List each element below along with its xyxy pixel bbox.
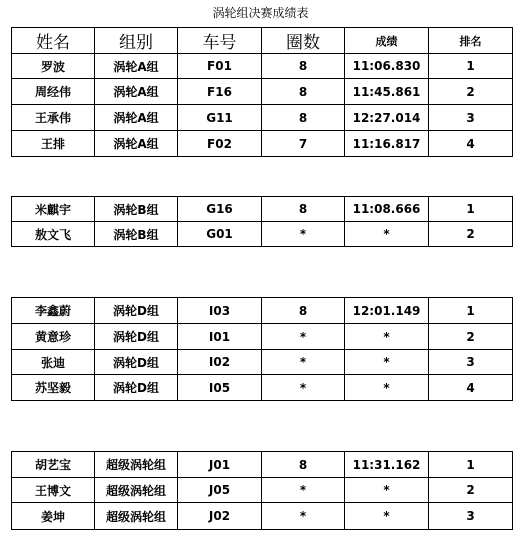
cell-group: 超级涡轮组 [95,503,178,530]
cell-laps: 8 [262,79,345,105]
cell-car-number: F02 [178,131,262,157]
cell-name: 胡艺宝 [12,452,95,478]
cell-laps: 8 [262,298,345,324]
cell-laps: * [262,324,345,350]
cell-rank: 4 [429,375,513,401]
results-table-super-turbo [11,451,513,530]
cell-car-number: I01 [178,324,262,350]
cell-result: 11:06.830 [345,54,429,79]
header-name: 姓名 [12,28,95,54]
cell-rank: 2 [429,478,513,503]
cell-group: 涡轮D组 [95,324,178,350]
cell-rank: 3 [429,105,513,131]
results-table-turbo-a [11,27,513,157]
cell-result: 12:27.014 [345,105,429,131]
cell-car-number: I03 [178,298,262,324]
header-laps: 圈数 [262,28,345,54]
cell-car-number: G16 [178,197,262,222]
cell-result: * [345,222,429,247]
cell-group: 涡轮D组 [95,375,178,401]
cell-result: * [345,478,429,503]
table-row [12,375,513,401]
header-group: 组别 [95,28,178,54]
cell-result: 11:08.666 [345,197,429,222]
header-result: 成绩 [345,28,429,54]
cell-group: 涡轮B组 [95,197,178,222]
cell-laps: * [262,375,345,401]
cell-result: * [345,350,429,375]
table-row [12,79,513,105]
cell-group: 涡轮A组 [95,105,178,131]
cell-car-number: F01 [178,54,262,79]
cell-name: 姜坤 [12,503,95,530]
cell-rank: 1 [429,452,513,478]
cell-laps: * [262,503,345,530]
cell-laps: 8 [262,452,345,478]
results-table-turbo-d [11,297,513,401]
table-row [12,197,513,222]
cell-car-number: F16 [178,79,262,105]
cell-car-number: J02 [178,503,262,530]
cell-group: 超级涡轮组 [95,478,178,503]
header-rank: 排名 [429,28,513,54]
cell-group: 涡轮A组 [95,54,178,79]
cell-group: 涡轮D组 [95,298,178,324]
cell-result: * [345,375,429,401]
cell-rank: 1 [429,197,513,222]
cell-laps: 8 [262,54,345,79]
cell-rank: 1 [429,298,513,324]
table-row [12,298,513,324]
cell-rank: 2 [429,324,513,350]
table-row [12,222,513,247]
cell-rank: 3 [429,350,513,375]
cell-car-number: J01 [178,452,262,478]
cell-rank: 1 [429,54,513,79]
cell-name: 罗波 [12,54,95,79]
table-row [12,131,513,157]
cell-group: 涡轮D组 [95,350,178,375]
cell-result: * [345,503,429,530]
cell-name: 李鑫蔚 [12,298,95,324]
cell-rank: 2 [429,79,513,105]
cell-result: 11:31.162 [345,452,429,478]
cell-laps: 7 [262,131,345,157]
cell-rank: 3 [429,503,513,530]
table-row [12,452,513,478]
header-row [12,28,513,54]
cell-name: 周经伟 [12,79,95,105]
cell-group: 涡轮A组 [95,131,178,157]
table-row [12,478,513,503]
cell-name: 王排 [12,131,95,157]
cell-laps: 8 [262,105,345,131]
cell-name: 敖文飞 [12,222,95,247]
cell-group: 涡轮B组 [95,222,178,247]
cell-result: 11:16.817 [345,131,429,157]
cell-result: 12:01.149 [345,298,429,324]
cell-car-number: I02 [178,350,262,375]
cell-name: 苏坚毅 [12,375,95,401]
cell-name: 米麒宇 [12,197,95,222]
cell-car-number: J05 [178,478,262,503]
cell-rank: 4 [429,131,513,157]
cell-car-number: G01 [178,222,262,247]
cell-name: 张迪 [12,350,95,375]
cell-laps: 8 [262,197,345,222]
header-car-number: 车号 [178,28,262,54]
cell-group: 涡轮A组 [95,79,178,105]
table-row [12,54,513,79]
cell-name: 黄意珍 [12,324,95,350]
cell-name: 王承伟 [12,105,95,131]
table-title: 涡轮组决赛成绩表 [212,6,309,20]
cell-result: 11:45.861 [345,79,429,105]
table-row [12,324,513,350]
cell-car-number: G11 [178,105,262,131]
table-row [12,105,513,131]
cell-group: 超级涡轮组 [95,452,178,478]
cell-laps: * [262,222,345,247]
table-row [12,503,513,530]
cell-laps: * [262,478,345,503]
table-row [12,350,513,375]
cell-laps: * [262,350,345,375]
cell-car-number: I05 [178,375,262,401]
cell-name: 王博文 [12,478,95,503]
results-table-turbo-b [11,196,513,247]
cell-result: * [345,324,429,350]
cell-rank: 2 [429,222,513,247]
